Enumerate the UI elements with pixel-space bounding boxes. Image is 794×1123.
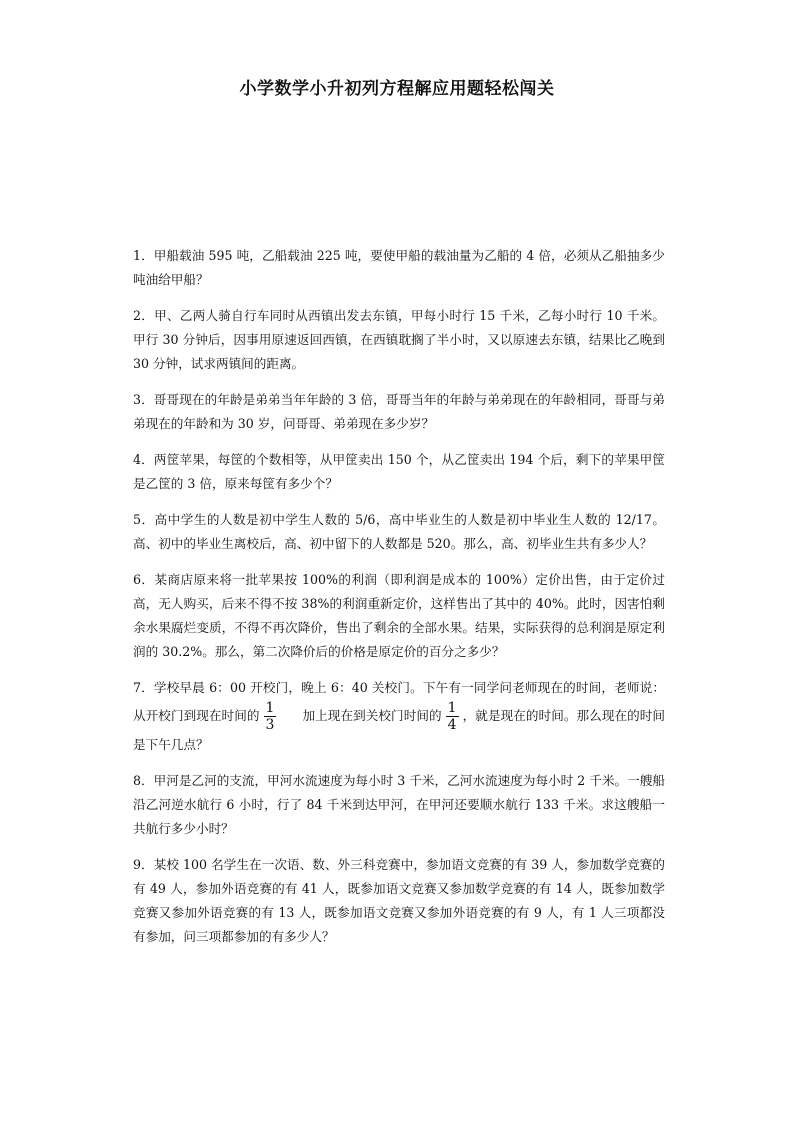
question-7-text-middle: 加上现在到关校门时间的 [302, 708, 442, 723]
question-7-text-end: ，就是现在的时间。那么现在的时间是下午几点？ [133, 708, 666, 752]
question-9: 9．某校 100 名学生在一次语、数、外三科竞赛中，参加语文竞赛的有 39 人，参加数学竞赛的有 49 人，参加外语竞赛的有 41 人，既参加语文竞赛又参加数学竞赛的有 14 人，既参加数学竞赛又参加外语竞赛的有 13 人，既参加语文竞赛又参加外语竞赛的有 9 人，有 1 人三项都没有参加，问三项都参加的有多少人？ [133, 857, 665, 944]
question-3: 3．哥哥现在的年龄是弟弟当年年龄的 3 倍，哥哥当年的年龄与弟弟现在的年龄相同，哥哥与弟弟现在的年龄和为 30 岁，问哥哥、弟弟现在多少岁？ [133, 392, 665, 431]
page-title: 小学数学小升初列方程解应用题轻松闯关 [239, 79, 555, 99]
question-2: 2．甲、乙两人骑自行车同时从西镇出发去东镇，甲每小时行 15 千米，乙每小时行 10 千米。甲行 30 分钟后，因事用原速返回西镇，在西镇耽搁了半小时，又以原速去东镇，结果比乙晚到 30 分钟，试求两镇间的距离。 [133, 308, 665, 371]
question-7-text-start: 7．学校早晨 6：00 开校门，晚上 6：40 关校门。下午有一同学问老师现在的时间，老师说：从开校门到现在时间的 [133, 680, 665, 723]
question-7 [133, 676, 665, 757]
fraction-denominator: 4 [447, 717, 457, 733]
question-6: 6．某商店原来将一批苹果按 100%的利润（即利润是成本的 100%）定价出售，由于定价过高，无人购买，后来不得不按 38%的利润重新定价，这样售出了其中的 40%。此时，因害怕剩余水果腐烂变质，不得不再次降价，售出了剩余的全部水果。结果，实际获得的总利润是原定利润的 30.2%。那么，第二次降价后的价格是原定价的百分之多少？ [133, 572, 665, 659]
question-list [133, 244, 665, 961]
fraction-one-third [264, 700, 277, 733]
question-4: 4．两筐苹果，每筐的个数相等，从甲筐卖出 150 个，从乙筐卖出 194 个后，剩下的苹果甲筐是乙筐的 3 倍，原来每筐有多少个？ [133, 452, 665, 491]
fraction-denominator: 3 [265, 717, 275, 733]
fraction-numerator: 1 [265, 700, 275, 716]
fraction-numerator: 1 [447, 700, 457, 716]
question-1: 1．甲船载油 595 吨，乙船载油 225 吨，要使甲船的载油量为乙船的 4 倍，必须从乙船抽多少吨油给甲船？ [133, 248, 665, 287]
question-5: 5．高中学生的人数是初中学生人数的 5/6，高中毕业生的人数是初中毕业生人数的 12/17。高、初中的毕业生离校后，高、初中留下的人数都是 520。那么，高、初毕业生共有多少人？ [133, 512, 665, 551]
question-8: 8．甲河是乙河的支流，甲河水流速度为每小时 3 千米，乙河水流速度为每小时 2 千米。一艘船沿乙河逆水航行 6 小时，行了 84 千米到达甲河，在甲河还要顺水航行 133 千米。求这艘船一共航行多少小时？ [133, 773, 665, 836]
fraction-one-fourth [446, 700, 459, 733]
